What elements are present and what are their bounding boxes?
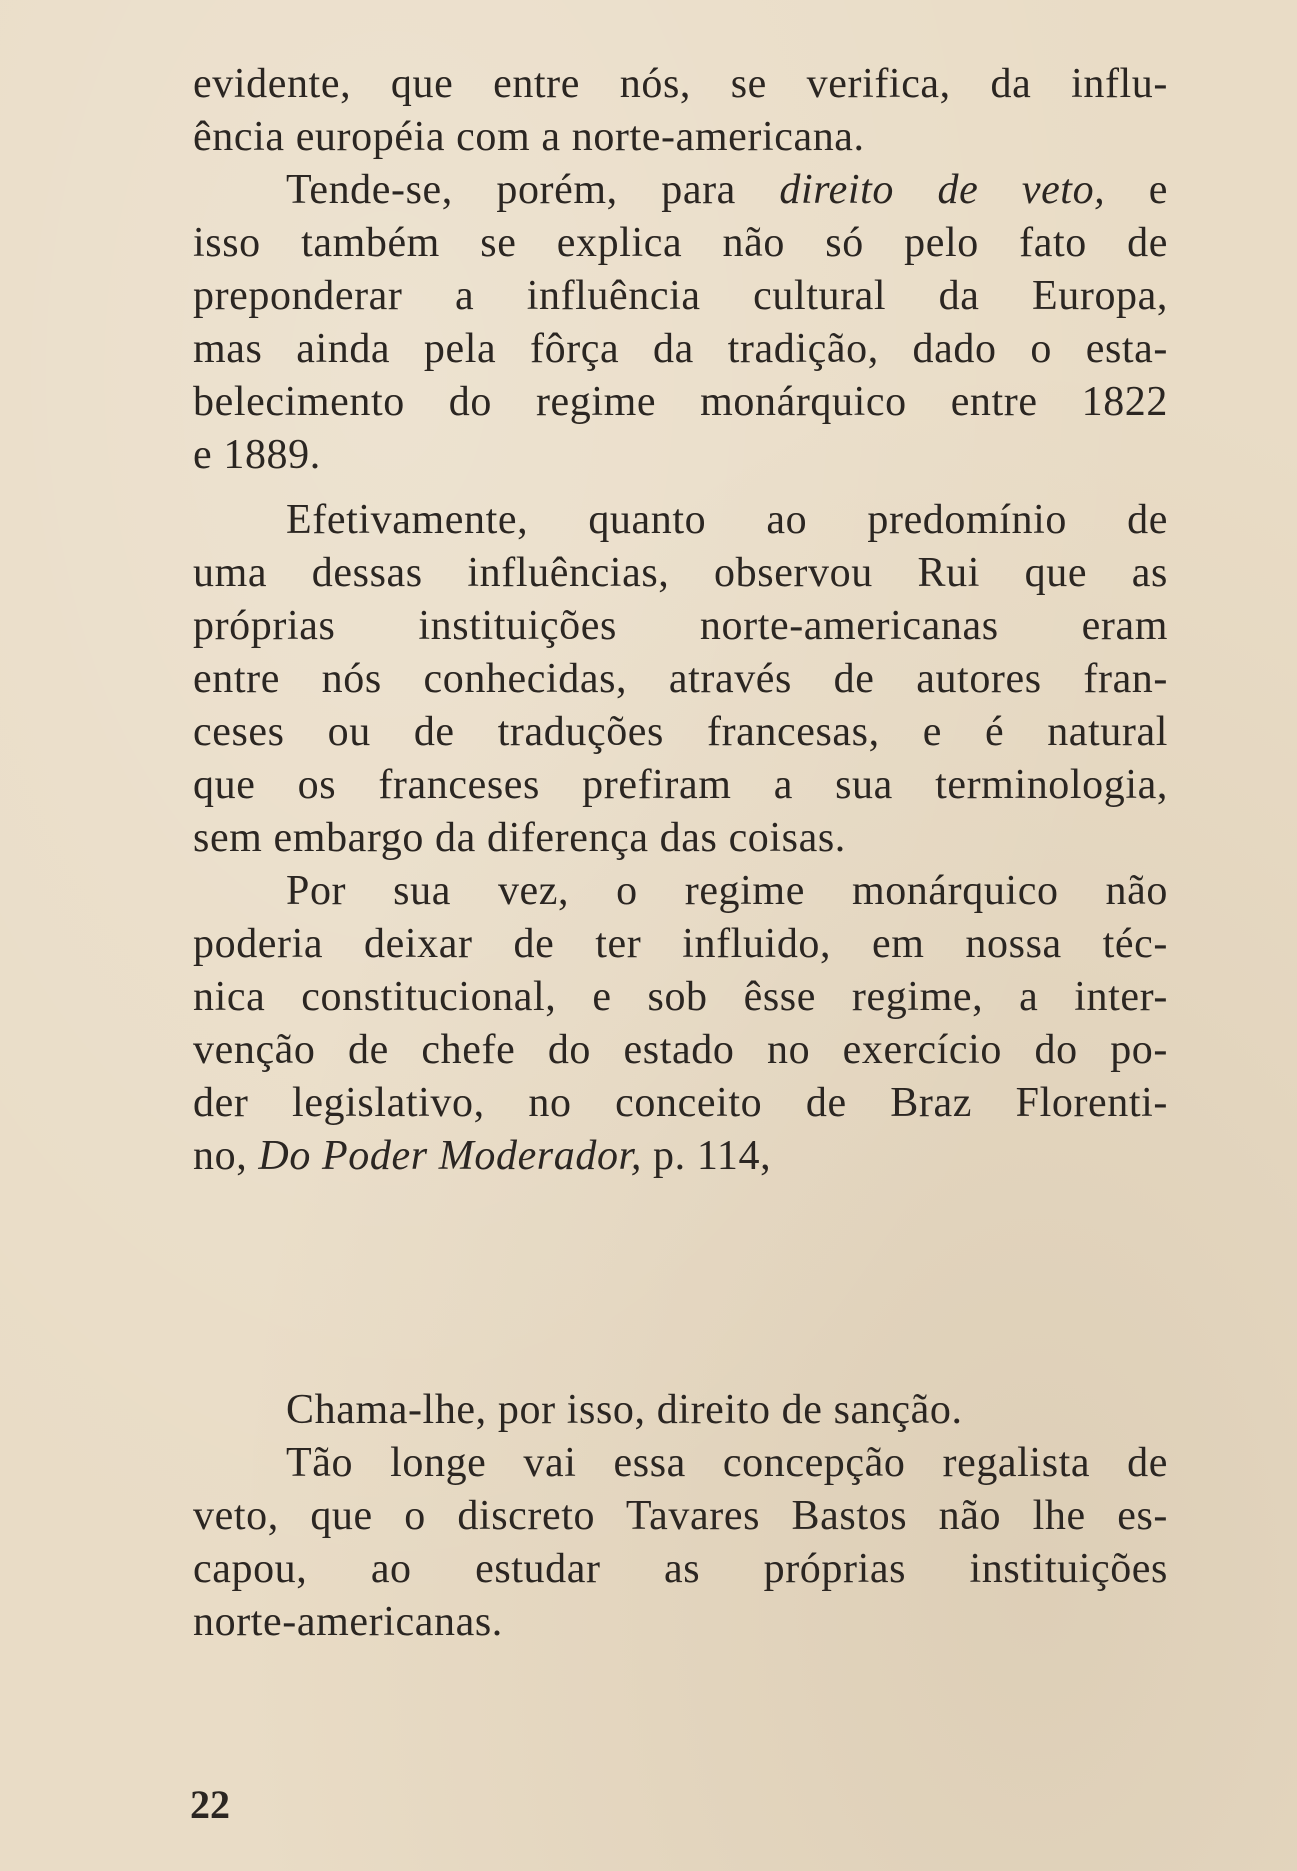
text-line: belecimento do regime monárquico entre 1822 (193, 379, 1168, 425)
text-line: entre nós conhecidas, através de autores fran- (193, 656, 1168, 702)
text-line: Tão longe vai essa concepção regalista de (286, 1440, 1168, 1486)
text-line: ência européia com a norte-americana. (193, 114, 865, 160)
paragraph-1 (193, 58, 1168, 164)
text-line: capou, ao estudar as próprias instituições (193, 1546, 1168, 1592)
text-line: Efetivamente, quanto ao predomínio de (286, 497, 1168, 543)
text-line: preponderar a influência cultural da Europa, (193, 273, 1168, 319)
text-line: ceses ou de traduções francesas, e é natural (193, 709, 1168, 755)
text-line: norte-americanas. (193, 1599, 503, 1645)
text-line (193, 164, 1168, 217)
page-number: 22 (190, 1782, 230, 1827)
paragraph-4 (193, 865, 1168, 1183)
text-line: Chama-lhe, por isso, direito de sanção. (286, 1387, 963, 1433)
text-line: venção de chefe do estado no exercício do po- (193, 1027, 1168, 1073)
emphasis-do-poder-moderador: Do Poder Moderador, (258, 1133, 642, 1179)
text-span: no, (193, 1133, 259, 1179)
text-line: isso também se explica não só pelo fato de (193, 220, 1168, 266)
text-line: poderia deixar de ter influido, em nossa téc- (193, 921, 1168, 967)
text-line: próprias instituições norte-americanas eram (193, 603, 1168, 649)
text-line: e 1889. (193, 432, 321, 478)
text-span: Tende-se, porém, para (286, 167, 780, 213)
paragraph-3 (193, 494, 1168, 865)
text-line: veto, que o discreto Tavares Bastos não lhe es- (193, 1493, 1168, 1539)
text-line: Por sua vez, o regime monárquico não (286, 868, 1168, 914)
paragraph-2 (193, 164, 1168, 482)
paragraph-6 (193, 1437, 1168, 1649)
text-line (193, 1130, 1168, 1183)
text-line: evidente, que entre nós, se verifica, da influ- (193, 61, 1168, 107)
quote-line (193, 1311, 1168, 1364)
text-line: sem embargo da diferença das coisas. (193, 815, 846, 861)
quote-line (193, 1205, 1168, 1258)
text-line: que os franceses prefiram a sua terminologia, (193, 762, 1168, 808)
paragraph-5 (193, 1384, 1168, 1437)
text-span: e (1105, 167, 1169, 213)
text-line: der legislativo, no conceito de Braz Florenti- (193, 1080, 1168, 1126)
text-line: uma dessas influências, observou Rui que as (193, 550, 1168, 596)
block-quote (193, 1205, 1168, 1364)
text-span: p. 114, (641, 1133, 772, 1179)
text-line: mas ainda pela fôrça da tradição, dado o esta- (193, 326, 1168, 372)
emphasis-direito-de-veto: direito de veto, (779, 167, 1106, 213)
text-line: nica constitucional, e sob êsse regime, a inter- (193, 974, 1168, 1020)
quote-line (193, 1258, 1168, 1311)
page-body-text (193, 58, 1168, 1649)
